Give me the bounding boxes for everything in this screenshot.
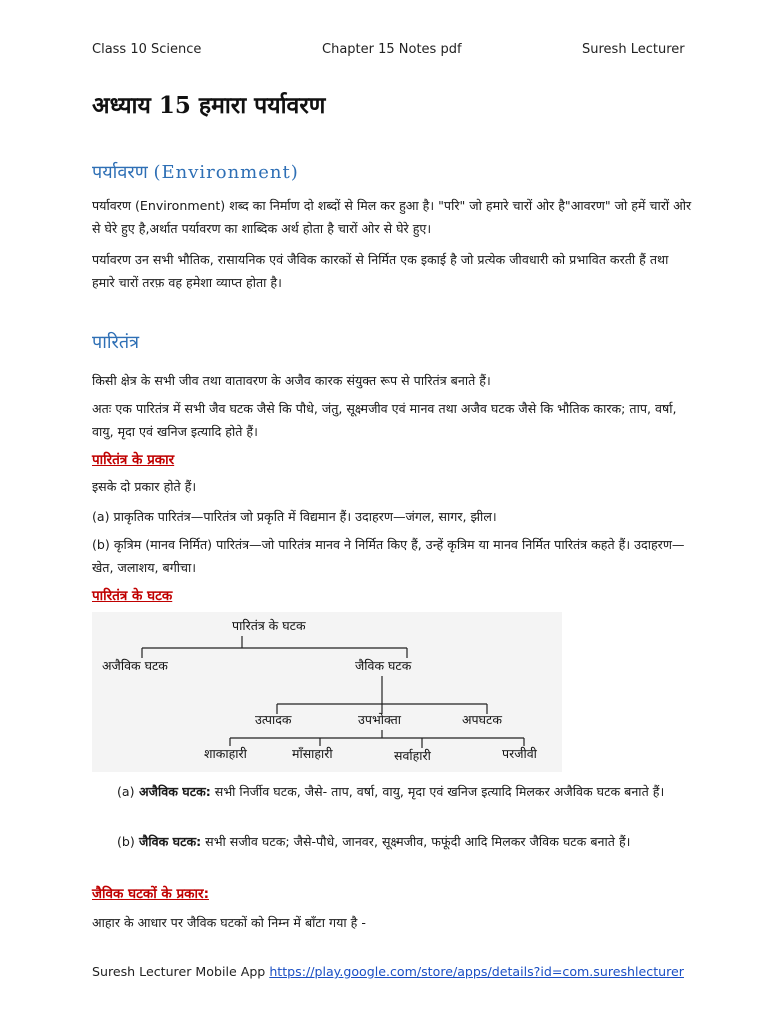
diagram-node-omnivore: सर्वाहारी	[394, 748, 431, 763]
header-class: Class 10 Science	[92, 42, 202, 57]
diagram-node-biotic: जैविक घटक	[355, 658, 412, 673]
component-biotic	[117, 830, 687, 853]
ecosystem-types-title: पारितंत्र के प्रकार	[92, 452, 175, 468]
diagram-node-parasite: परजीवी	[502, 746, 537, 761]
ecosystem-components-diagram	[92, 612, 562, 772]
component-biotic-text: सभी सजीव घटक; जैसे-पौधे, जानवर, सूक्ष्मजीव, फफूंदी आदि मिलकर जैविक घटक बनाते हैं।	[201, 834, 631, 849]
section-title-environment	[92, 160, 299, 184]
ecosystem-type-artificial: (b) कृत्रिम (मानव निर्मित) पारितंत्र—जो पारितंत्र मानव ने निर्मित किए हैं, उन्हें कृत्रिम या मानव निर्मित पारितंत्र कहते हैं। उदाहरण—खेत, जलाशय, बगीचा।	[92, 537, 685, 575]
diagram-node-root: पारितंत्र के घटक	[232, 618, 306, 633]
footer-app-link[interactable]: https://play.google.com/store/apps/details?id=com.sureshlecturer	[269, 964, 684, 979]
component-abiotic-term: अजैविक घटक:	[139, 784, 211, 799]
ecosystem-description: अतः एक पारितंत्र में सभी जैव घटक जैसे कि पौधे, जंतु, सूक्ष्मजीव एवं मानव तथा अजैव घटक जैसे कि भौतिक कारक; ताप, वर्षा, वायु, मृदा एवं खनिज इत्यादि होते हैं।	[92, 401, 677, 439]
component-biotic-term: जैविक घटक:	[139, 834, 202, 849]
section-title-environment-hi: पर्यावरण	[92, 162, 148, 183]
diagram-node-herbivore: शाकाहारी	[204, 746, 247, 761]
page-title: अध्याय 15 हमारा पर्यावरण	[92, 92, 326, 119]
footer-label: Suresh Lecturer Mobile App	[92, 964, 270, 979]
diagram-node-carnivore: माँसाहारी	[292, 746, 333, 761]
diagram-node-consumer: उपभोक्ता	[358, 712, 402, 727]
section-title-environment-en: (Environment)	[153, 162, 299, 183]
footer	[92, 964, 684, 979]
ecosystem-components-title: पारितंत्र के घटक	[92, 588, 173, 604]
diagram-node-producer: उत्पादक	[255, 712, 292, 727]
environment-description: पर्यावरण उन सभी भौतिक, रासायनिक एवं जैविक कारकों से निर्मित एक इकाई है जो प्रत्येक जीवधारी को प्रभावित करती हैं तथा हमारे चारों तरफ़ वह हमेशा व्याप्त होता है।	[92, 252, 669, 290]
biotic-types-title: जैविक घटकों के प्रकार:	[92, 886, 209, 902]
ecosystem-types-intro: इसके दो प्रकार होते हैं।	[92, 479, 197, 494]
biotic-types-intro: आहार के आधार पर जैविक घटकों को निम्न में बाँटा गया है -	[92, 915, 366, 930]
section-title-ecosystem: पारितंत्र	[92, 332, 140, 353]
environment-definition: पर्यावरण (Environment) शब्द का निर्माण दो शब्दों से मिल कर हुआ है। "परि" जो हमारे चारों ओर है"आवरण" जो हमें चारों ओर से घेरे हुए है,अर्थात पर्यावरण का शाब्दिक अर्थ होता है चारों ओर से घेरे हुए।	[92, 198, 692, 236]
diagram-node-abiotic: अजैविक घटक	[102, 658, 168, 673]
diagram-node-decomposer: अपघटक	[462, 712, 502, 727]
component-abiotic-text: सभी निर्जीव घटक, जैसे- ताप, वर्षा, वायु, मृदा एवं खनिज इत्यादि मिलकर अजैविक घटक बनाते हैं।	[210, 784, 665, 799]
list-marker-b: (b)	[117, 834, 135, 849]
ecosystem-type-natural: (a) प्राकृतिक पारितंत्र—पारितंत्र जो प्रकृति में विद्यमान हैं। उदाहरण—जंगल, सागर, झील।	[92, 509, 497, 524]
header-author: Suresh Lecturer	[582, 42, 685, 57]
component-abiotic	[117, 780, 687, 803]
list-marker-a: (a)	[117, 784, 135, 799]
header-chapter: Chapter 15 Notes pdf	[322, 42, 462, 57]
ecosystem-definition: किसी क्षेत्र के सभी जीव तथा वातावरण के अजैव कारक संयुक्त रूप से पारितंत्र बनाते हैं।	[92, 373, 491, 388]
